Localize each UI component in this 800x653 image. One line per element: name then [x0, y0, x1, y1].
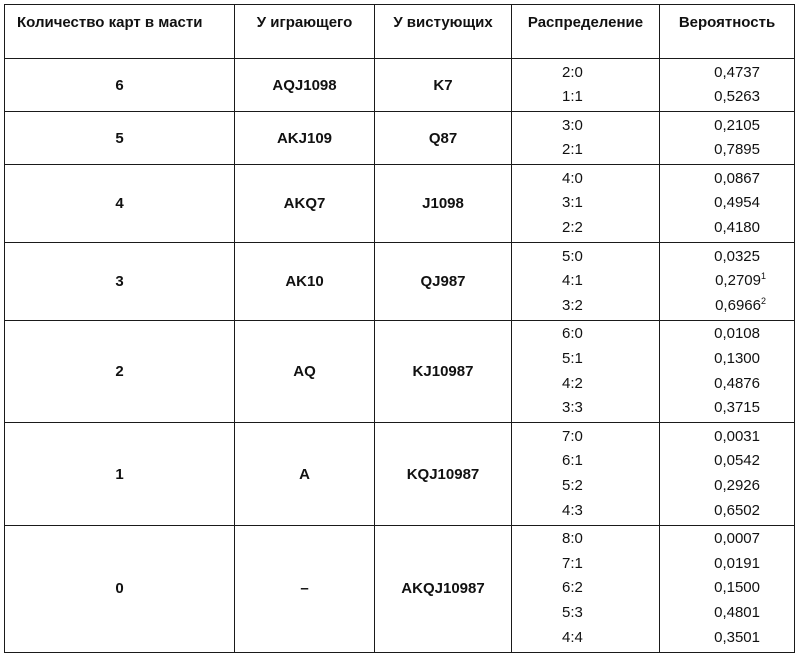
probability-value: 0,4876: [714, 374, 760, 392]
distribution-value: 2:2: [562, 219, 583, 237]
distribution-value: 6:2: [562, 579, 583, 597]
probability-value: 0,1500: [714, 579, 760, 597]
probability-cell: [660, 165, 795, 243]
count-cell: 1: [5, 423, 235, 525]
probability-line: [660, 269, 794, 294]
probability-value: 0,1300: [714, 350, 760, 368]
distribution-value: 7:0: [562, 427, 583, 445]
defenders-cell: Q87: [375, 112, 512, 165]
distribution-value: 5:0: [562, 247, 583, 265]
probability-line: [660, 601, 794, 626]
defenders-cell: KJ10987: [375, 320, 512, 422]
footnote-marker: 1: [760, 271, 766, 282]
distribution-cell: [512, 320, 660, 422]
probability-value: 0,0108: [714, 325, 760, 343]
probability-line: [660, 216, 794, 241]
distribution-cell: [512, 423, 660, 525]
header-defenders: У вистующих: [375, 5, 512, 59]
probability-line: [660, 449, 794, 474]
probability-value: 0,5263: [714, 88, 760, 106]
player-cell: AQ: [235, 320, 375, 422]
probability-line: [660, 138, 794, 163]
probability-line: [660, 552, 794, 577]
probability-value: 0,4180: [714, 219, 760, 237]
distribution-value: 2:0: [562, 63, 583, 81]
distribution-value: 6:0: [562, 325, 583, 343]
probability-cell: [660, 59, 795, 112]
table-body: [5, 59, 795, 653]
distribution-cell: [512, 243, 660, 321]
count-cell: 4: [5, 165, 235, 243]
distribution-cell: [512, 112, 660, 165]
distribution-value: 5:1: [562, 350, 583, 368]
distribution-value: 4:1: [562, 272, 583, 290]
probability-value: 0,2926: [714, 477, 760, 495]
distribution-value: 3:0: [562, 116, 583, 134]
distribution-cell: [512, 59, 660, 112]
probability-line: [660, 61, 794, 86]
table-row: [5, 525, 795, 652]
probability-line: [660, 527, 794, 552]
probability-value: 0,4954: [714, 194, 760, 212]
probability-line: [660, 396, 794, 421]
distribution-value: 5:3: [562, 604, 583, 622]
table-row: [5, 165, 795, 243]
probability-line: [660, 626, 794, 651]
probability-value: 0,0325: [714, 247, 760, 265]
player-cell: AKJ109: [235, 112, 375, 165]
probability-value: 0,3501: [714, 628, 760, 646]
distribution-value: 4:4: [562, 628, 583, 646]
table-row: [5, 59, 795, 112]
probability-value: 0,0191: [714, 554, 760, 572]
probability-value: 0,6966: [715, 296, 761, 314]
probability-line: [660, 474, 794, 499]
probability-line: [660, 245, 794, 270]
table-row: [5, 243, 795, 321]
table-row: [5, 112, 795, 165]
header-distribution: Распределение: [512, 5, 660, 59]
defenders-cell: QJ987: [375, 243, 512, 321]
probability-value: 0,0031: [714, 427, 760, 445]
probability-line: [660, 576, 794, 601]
count-cell: 6: [5, 59, 235, 112]
header-count: Количество карт в масти: [5, 5, 235, 59]
distribution-value: 4:0: [562, 169, 583, 187]
player-cell: AQJ1098: [235, 59, 375, 112]
distribution-cell: [512, 165, 660, 243]
player-cell: –: [235, 525, 375, 652]
probability-value: 0,0007: [714, 530, 760, 548]
distribution-value: 8:0: [562, 530, 583, 548]
probability-cell: [660, 320, 795, 422]
probability-value: 0,2709: [715, 272, 761, 290]
probability-line: [660, 372, 794, 397]
distribution-value: 3:3: [562, 399, 583, 417]
probability-cell: [660, 423, 795, 525]
distribution-value: 7:1: [562, 554, 583, 572]
header-probability: Вероятность: [660, 5, 795, 59]
footnote-marker: 2: [760, 295, 766, 306]
header-row: [5, 5, 795, 59]
player-cell: A: [235, 423, 375, 525]
probability-value: 0,0542: [714, 452, 760, 470]
player-cell: AK10: [235, 243, 375, 321]
distribution-value: 4:3: [562, 501, 583, 519]
table-row: [5, 423, 795, 525]
distribution-value: 1:1: [562, 88, 583, 106]
probability-value: 0,2105: [714, 116, 760, 134]
probability-line: [660, 191, 794, 216]
distribution-value: 3:2: [562, 296, 583, 314]
probability-value: 0,4801: [714, 604, 760, 622]
distribution-value: 5:2: [562, 477, 583, 495]
count-cell: 5: [5, 112, 235, 165]
probability-cell: [660, 243, 795, 321]
probability-value: 0,7895: [714, 141, 760, 159]
count-cell: 3: [5, 243, 235, 321]
player-cell: AKQ7: [235, 165, 375, 243]
defenders-cell: AKQJ10987: [375, 525, 512, 652]
probability-cell: [660, 525, 795, 652]
defenders-cell: KQJ10987: [375, 423, 512, 525]
table-row: [5, 320, 795, 422]
probability-line: [660, 425, 794, 450]
distribution-cell: [512, 525, 660, 652]
probability-line: [660, 294, 794, 319]
probability-line: [660, 85, 794, 110]
probability-line: [660, 114, 794, 139]
probability-table: [4, 4, 795, 653]
probability-line: [660, 322, 794, 347]
probability-line: [660, 347, 794, 372]
probability-value: 0,4737: [714, 63, 760, 81]
probability-value: 0,6502: [714, 501, 760, 519]
probability-line: [660, 167, 794, 192]
probability-value: 0,0867: [714, 169, 760, 187]
probability-line: [660, 499, 794, 524]
defenders-cell: K7: [375, 59, 512, 112]
distribution-value: 4:2: [562, 374, 583, 392]
count-cell: 2: [5, 320, 235, 422]
probability-value: 0,3715: [714, 399, 760, 417]
count-cell: 0: [5, 525, 235, 652]
probability-cell: [660, 112, 795, 165]
distribution-value: 6:1: [562, 452, 583, 470]
header-player: У играющего: [235, 5, 375, 59]
distribution-value: 2:1: [562, 141, 583, 159]
defenders-cell: J1098: [375, 165, 512, 243]
distribution-value: 3:1: [562, 194, 583, 212]
